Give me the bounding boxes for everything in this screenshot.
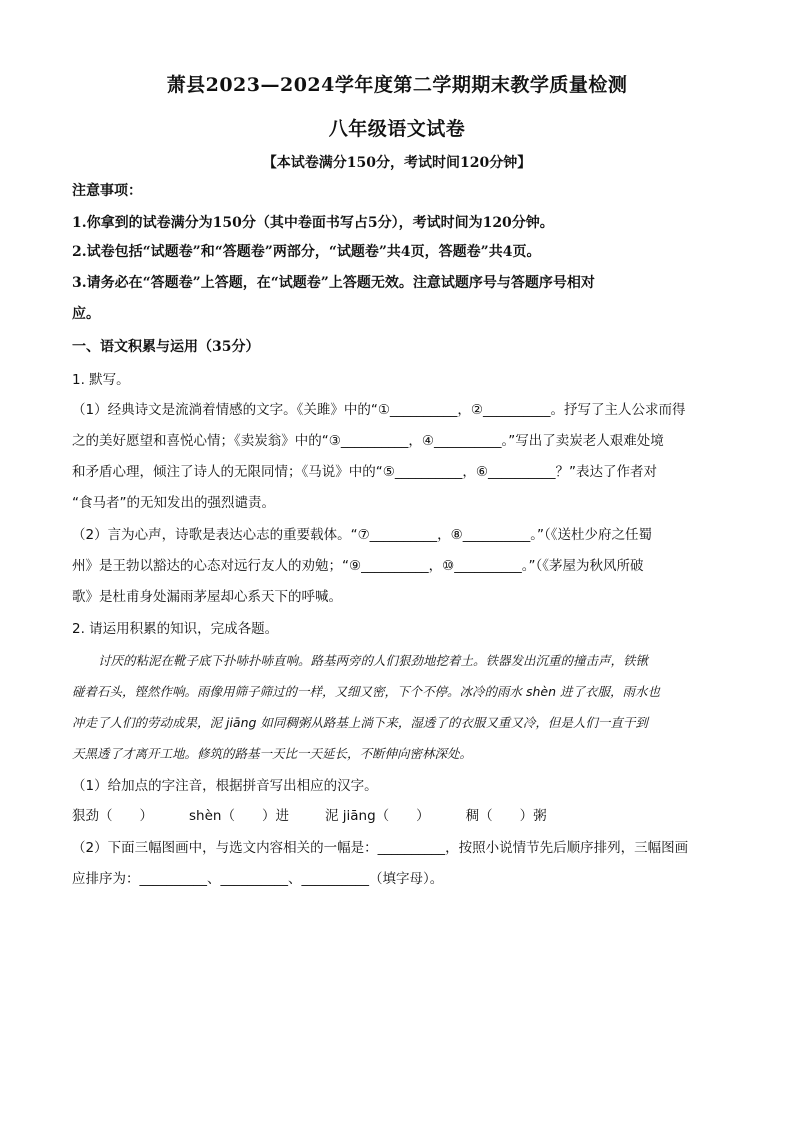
q1-part1 xyxy=(72,400,724,513)
exam-subtitle: 八年级语文试卷 xyxy=(328,118,466,140)
notes-item-1-block xyxy=(72,213,724,233)
reading-passage xyxy=(72,651,724,764)
notes-item-3-block xyxy=(72,273,724,293)
q2-sub1-block xyxy=(72,776,724,796)
q1-label-block xyxy=(72,370,724,390)
q1-part1-line-1: （1）经典诗文是流淌着情感的文字。《关雎》中的“①__________，②__________。抒写了主人公求而得 xyxy=(72,402,686,418)
q2-sub2-line-2: 应排序为：__________、__________、__________（填字母）。 xyxy=(72,871,444,887)
passage-line-2: 碰着石头，铿然作响。雨像用筛子筛过的一样，又细又密，下个不停。冰冷的雨水 shèn 进了衣服，雨水也 xyxy=(72,684,660,699)
pinyin-row xyxy=(72,806,724,826)
notes-item-2-block xyxy=(72,242,724,262)
q1-part1-line-2: 之的美好愿望和喜悦心情；《卖炭翁》中的“③__________，④__________。”写出了卖炭老人艰难处境 xyxy=(72,433,664,449)
notes-section xyxy=(72,181,724,201)
q2-sub2-line-1: （2）下面三幅图画中，与选文内容相关的一幅是：__________，按照小说情节先后顺序排列，三幅图画 xyxy=(72,840,689,856)
section-1-heading: 一、语文积累与运用（35分） xyxy=(72,339,260,355)
exam-title: 萧县2023—2024学年度第二学期期末教学质量检测 xyxy=(166,74,628,96)
q1-label: 1. 默写。 xyxy=(72,372,130,388)
notes-item-3-line-1: 3.请务必在“答题卷”上答题，在“试题卷”上答题无效。注意试题序号与答题序号相对 xyxy=(72,275,595,291)
pinyin-item-4: 稠（ ）粥 xyxy=(465,808,547,824)
pinyin-item-3: 泥 jiāng（ ） xyxy=(324,808,430,824)
notes-item-2: 2.试卷包括“试题卷”和“答题卷”两部分，“试题卷”共4页，答题卷”共4页。 xyxy=(72,244,541,260)
q1-part1-line-4: “食马者”的无知发出的强烈谴责。 xyxy=(72,495,275,511)
section-1-heading-block xyxy=(72,337,724,357)
q2-sub1: （1）给加点的字注音，根据拼音写出相应的汉字。 xyxy=(72,778,378,794)
passage-line-4: 天黑透了才离开工地。修筑的路基一天比一天延长，不断伸向密林深处。 xyxy=(72,746,473,761)
pinyin-item-1: 狠劲（ ） xyxy=(72,808,153,824)
q1-part2-line-2: 州》是王勃以豁达的心态对远行友人的劝勉；“⑨__________，⑩__________。”（《茅屋为秋风所破 xyxy=(72,558,644,574)
q2-sub2 xyxy=(72,838,724,889)
q1-part2-line-3: 歌》是杜甫身处漏雨茅屋却心系天下的呼喊。 xyxy=(72,589,342,605)
notes-item-3-line-2: 应。 xyxy=(72,306,100,322)
pinyin-item-2: shèn（ ）进 xyxy=(189,808,289,824)
passage-line-1: 讨厌的粘泥在靴子底下扑哧扑哧直响。路基两旁的人们狠劲地挖着土。铁器发出沉重的撞击声，铁锹 xyxy=(98,653,649,668)
q1-part2 xyxy=(72,525,724,607)
exam-info: 【本试卷满分150分，考试时间120分钟】 xyxy=(262,155,532,171)
notes-item-3-cont-block xyxy=(72,304,724,324)
notes-item-1: 1.你拿到的试卷满分为150分（其中卷面书写占5分），考试时间为120分钟。 xyxy=(72,215,554,231)
passage-line-3: 冲走了人们的劳动成果，泥 jiāng 如同稠粥从路基上淌下来，湿透了的衣服又重又冷，但是人们一直干到 xyxy=(72,715,648,730)
q2-label-block xyxy=(72,619,724,639)
q1-part1-line-3: 和矛盾心理，倾注了诗人的无限同情；《马说》中的“⑤__________，⑥__________？”表达了作者对 xyxy=(72,464,657,480)
notes-heading: 注意事项： xyxy=(72,183,142,199)
q2-label: 2. 请运用积累的知识，完成各题。 xyxy=(72,621,279,637)
q1-part2-line-1: （2）言为心声，诗歌是表达心志的重要载体。“⑦__________，⑧__________。”（《送杜少府之任蜀 xyxy=(72,527,653,543)
